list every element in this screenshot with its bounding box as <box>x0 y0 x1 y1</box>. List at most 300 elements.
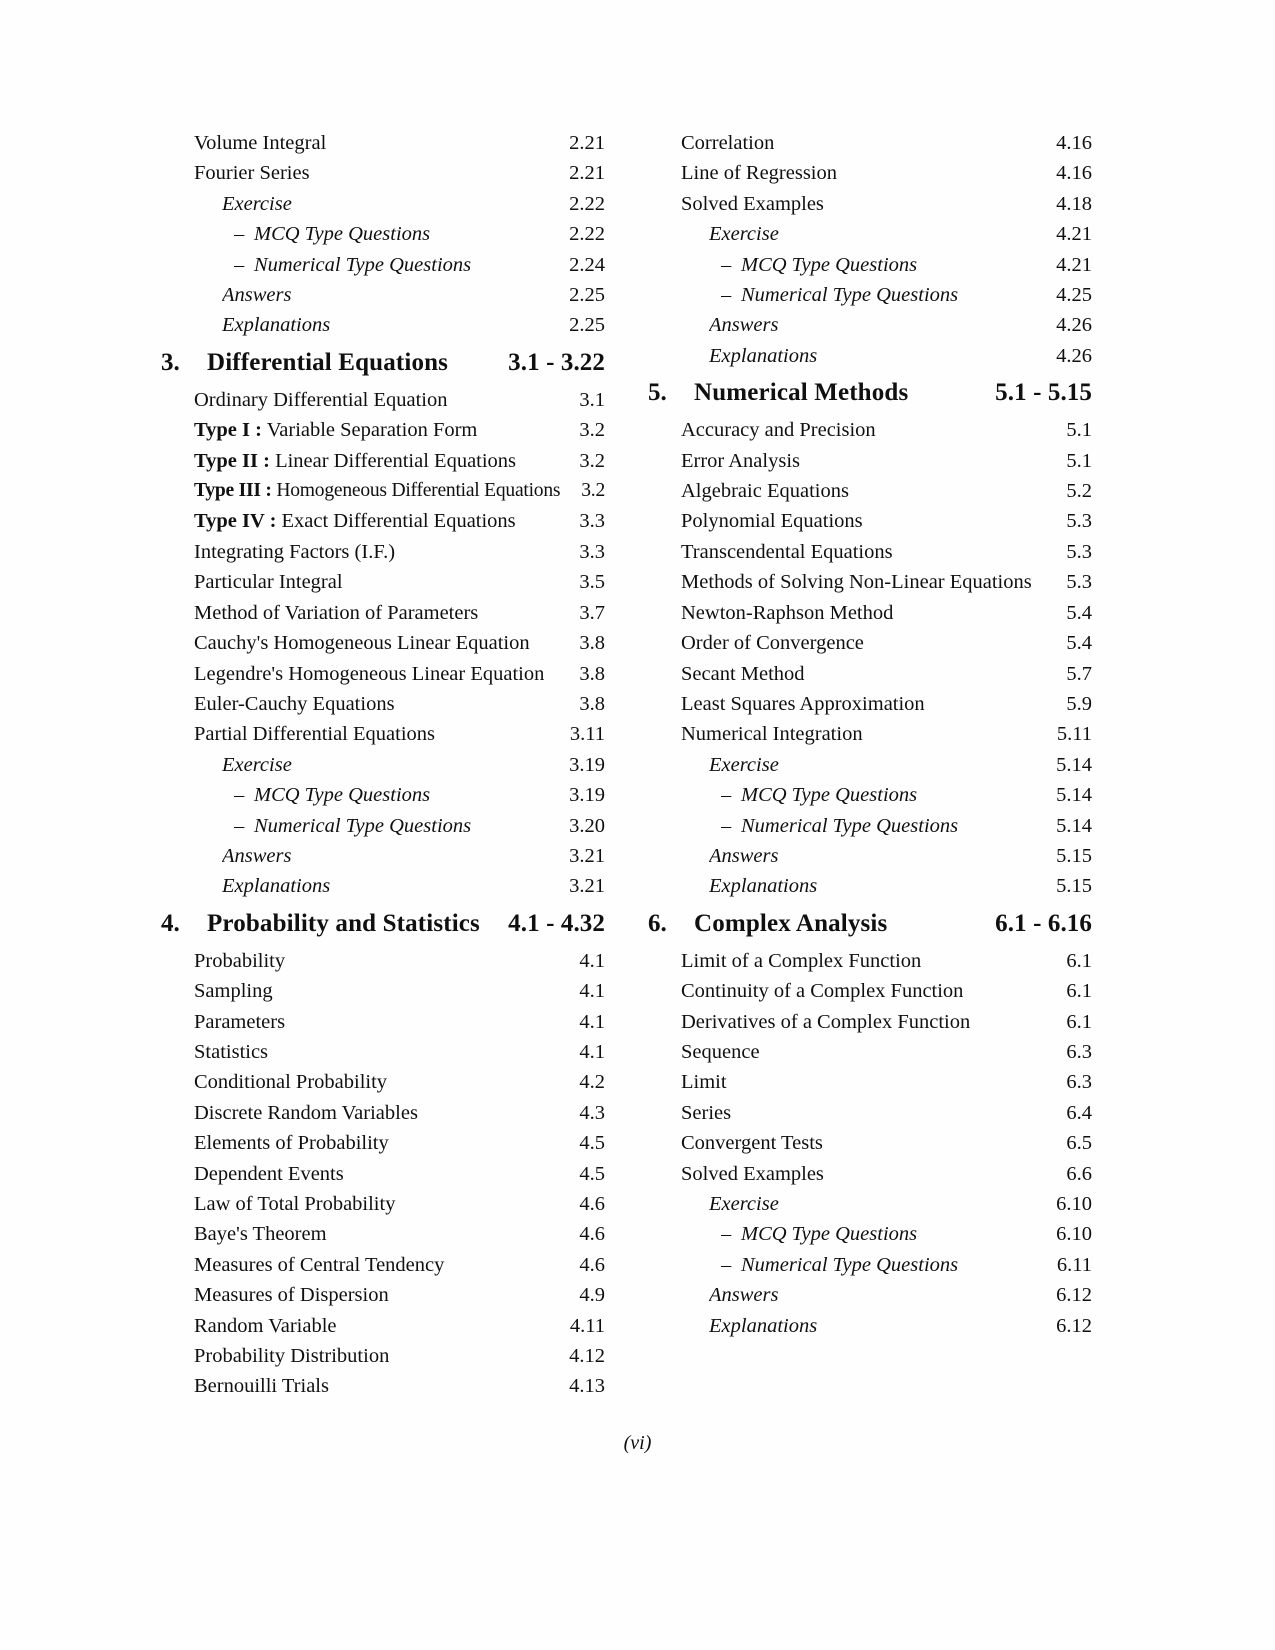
toc-entry[interactable] <box>158 189 605 219</box>
toc-entry-label: Methods of Solving Non-Linear Equations <box>681 571 1032 594</box>
toc-entry-label: Numerical Type Questions <box>254 253 472 276</box>
toc-entry-page: 5.14 <box>1056 814 1092 837</box>
toc-entry[interactable] <box>158 567 605 597</box>
bullet-dash-icon: – <box>234 814 245 837</box>
toc-entry[interactable] <box>158 476 605 506</box>
toc-entry[interactable] <box>158 946 605 976</box>
toc-entry[interactable] <box>158 446 605 476</box>
toc-entry[interactable] <box>645 128 1092 158</box>
toc-entry-page: 4.5 <box>579 1162 605 1185</box>
toc-entry-label: Numerical Type Questions <box>741 814 959 837</box>
toc-entry-label: Answers <box>709 844 779 867</box>
toc-entry-title <box>222 841 553 871</box>
toc-entry[interactable] <box>158 280 605 310</box>
toc-entry-label: Exercise <box>709 1193 779 1215</box>
toc-entry-page: 5.3 <box>1066 571 1092 594</box>
toc-entry-label: Numerical Type Questions <box>254 814 472 837</box>
toc-entry-title <box>194 1189 553 1219</box>
toc-entry[interactable] <box>158 506 605 536</box>
toc-entry-label: Answers <box>222 844 292 867</box>
toc-entry-type-label: Type III : <box>194 480 272 502</box>
toc-entry-title <box>222 310 553 340</box>
toc-entry[interactable] <box>645 811 1092 841</box>
toc-entry-title <box>681 1007 1040 1037</box>
chapter-title: Complex Analysis <box>694 909 888 937</box>
toc-entry-title <box>194 628 553 658</box>
toc-entry-label: Probability Distribution <box>194 1345 390 1368</box>
toc-entry-page: 2.22 <box>569 223 605 246</box>
toc-entry-page: 5.9 <box>1066 692 1092 715</box>
toc-entry[interactable] <box>158 719 605 749</box>
toc-entry-page: 2.24 <box>569 253 605 276</box>
toc-entry-title <box>681 446 1040 476</box>
toc-entry-page: 4.21 <box>1056 253 1092 276</box>
toc-entry[interactable] <box>158 385 605 415</box>
toc-entry-title <box>681 476 1040 506</box>
toc-entry-label: Linear Differential Equations <box>275 449 517 472</box>
toc-entry-title <box>721 250 1040 280</box>
page-number-footer <box>0 1432 1275 1455</box>
toc-entry-page: 6.3 <box>1066 1040 1092 1063</box>
toc-entry[interactable] <box>158 1098 605 1128</box>
toc-entry-page: 6.5 <box>1066 1132 1092 1155</box>
toc-entry-title <box>194 446 553 476</box>
toc-entry[interactable] <box>645 946 1092 976</box>
toc-entry[interactable] <box>645 189 1092 219</box>
toc-entry-title <box>709 1189 1040 1219</box>
toc-entry-page: 5.3 <box>1066 510 1092 533</box>
toc-entry[interactable] <box>645 1098 1092 1128</box>
toc-entry-page: 4.13 <box>569 1375 605 1398</box>
toc-entry-page: 3.3 <box>579 510 605 533</box>
toc-entry-label: Measures of Dispersion <box>194 1284 389 1307</box>
toc-entry-page: 4.18 <box>1056 192 1092 215</box>
toc-entry-title <box>194 1341 553 1371</box>
toc-entry-page: 4.1 <box>579 949 605 972</box>
toc-entry-label: Transcendental Equations <box>681 540 893 563</box>
toc-entry-title <box>194 537 553 567</box>
chapter-heading[interactable] <box>158 902 605 946</box>
toc-entry-page: 4.16 <box>1056 162 1092 185</box>
toc-entry-label: Sequence <box>681 1040 760 1063</box>
toc-entry-page: 5.14 <box>1056 753 1092 776</box>
toc-entry[interactable] <box>158 1219 605 1249</box>
toc-entry-label: Volume Integral <box>194 132 327 154</box>
toc-entry[interactable] <box>158 811 605 841</box>
toc-entry-page: 3.19 <box>569 753 605 776</box>
toc-entry[interactable] <box>645 659 1092 689</box>
toc-entry-type-label: Type I : <box>194 419 262 442</box>
toc-entry-title <box>234 219 553 249</box>
toc-entry[interactable] <box>645 506 1092 536</box>
toc-entry[interactable] <box>645 1037 1092 1067</box>
toc-entry-title <box>194 1280 553 1310</box>
toc-entry[interactable] <box>645 567 1092 597</box>
toc-entry-label: Solved Examples <box>681 192 824 215</box>
toc-entry-label: Answers <box>709 1284 779 1307</box>
toc-entry-label: Numerical Type Questions <box>741 1253 959 1276</box>
toc-entry-title <box>681 1128 1040 1158</box>
bullet-dash-icon: – <box>721 784 732 807</box>
toc-entry-label: Legendre's Homogeneous Linear Equation <box>194 662 545 685</box>
toc-column-right <box>645 128 1092 1341</box>
toc-entry-title <box>194 1007 553 1037</box>
toc-entry-label: Discrete Random Variables <box>194 1101 418 1124</box>
toc-entry-title <box>194 567 553 597</box>
toc-entry-page: 4.1 <box>579 980 605 1003</box>
toc-entry-title <box>222 189 553 219</box>
toc-entry-label: Limit of a Complex Function <box>681 949 922 972</box>
toc-entry-page: 4.5 <box>579 1132 605 1155</box>
toc-entry-title <box>194 946 553 976</box>
toc-entry-title <box>234 811 553 841</box>
toc-entry-label: Correlation <box>681 132 775 154</box>
toc-entry-title <box>194 659 553 689</box>
toc-entry-page: 4.25 <box>1056 284 1092 307</box>
toc-entry-title <box>222 280 553 310</box>
toc-entry-label: Algebraic Equations <box>681 480 849 503</box>
chapter-page-range: 4.1 - 4.32 <box>508 909 605 937</box>
toc-entry-page: 3.11 <box>569 723 605 746</box>
toc-entry[interactable] <box>158 1250 605 1280</box>
toc-entry[interactable] <box>645 280 1092 310</box>
bullet-dash-icon: – <box>234 223 245 246</box>
toc-entry-title <box>709 341 1040 371</box>
chapter-number: 4. <box>161 909 180 937</box>
toc-entry[interactable] <box>645 476 1092 506</box>
toc-entry-label: Solved Examples <box>681 1162 824 1185</box>
toc-entry-label: Numerical Integration <box>681 723 863 746</box>
toc-entry-label: Limit <box>681 1071 727 1094</box>
toc-entry-title <box>194 128 553 158</box>
chapter-title: Probability and Statistics <box>207 909 480 937</box>
chapter-heading[interactable] <box>158 341 605 385</box>
toc-entry-title <box>709 750 1040 780</box>
toc-entry-title <box>194 1067 553 1097</box>
toc-entry-label: Probability <box>194 949 286 972</box>
toc-entry[interactable] <box>158 659 605 689</box>
toc-entry[interactable] <box>158 537 605 567</box>
toc-entry[interactable] <box>158 1311 605 1341</box>
toc-entry-title <box>681 128 1040 158</box>
toc-entry-title <box>709 1311 1040 1341</box>
bullet-dash-icon: – <box>721 814 732 837</box>
toc-entry-page: 4.21 <box>1056 223 1092 246</box>
toc-entry[interactable] <box>645 219 1092 249</box>
toc-entry-page: 3.8 <box>579 632 605 655</box>
toc-entry[interactable] <box>645 871 1092 901</box>
toc-column-left <box>158 128 605 1402</box>
toc-entry-label: Explanations <box>709 1314 818 1337</box>
toc-entry-title <box>194 1311 553 1341</box>
toc-entry[interactable] <box>158 128 605 158</box>
toc-entry-page: 5.4 <box>1066 601 1092 624</box>
page-marker: (vi) <box>623 1432 652 1454</box>
toc-entry-label: Answers <box>709 314 779 337</box>
chapter-heading[interactable] <box>645 902 1092 946</box>
toc-entry-page: 6.1 <box>1066 1010 1092 1033</box>
bullet-dash-icon: – <box>234 253 245 276</box>
toc-entry-title <box>194 385 553 415</box>
toc-entry-title <box>194 719 553 749</box>
toc-entry-page: 3.5 <box>579 571 605 594</box>
bullet-dash-icon: – <box>721 253 732 276</box>
chapter-number: 5. <box>648 379 667 407</box>
toc-entry-page: 4.3 <box>579 1101 605 1124</box>
toc-entry-label: Fourier Series <box>194 162 310 185</box>
toc-entry-label: Exercise <box>222 192 292 215</box>
toc-entry-page: 3.8 <box>579 692 605 715</box>
toc-entry-title <box>234 250 553 280</box>
toc-entry-label: Exercise <box>709 223 779 246</box>
toc-entry[interactable] <box>158 1128 605 1158</box>
toc-entry-page: 5.1 <box>1066 449 1092 472</box>
toc-entry-page: 2.21 <box>569 162 605 185</box>
toc-entry-page: 5.2 <box>1066 480 1092 503</box>
toc-entry[interactable] <box>158 415 605 445</box>
toc-entry[interactable] <box>645 537 1092 567</box>
toc-entry-title <box>681 415 1040 445</box>
toc-entry-label: Variable Separation Form <box>266 419 478 442</box>
toc-entry-label: Particular Integral <box>194 571 343 594</box>
toc-entry-page: 5.7 <box>1066 662 1092 685</box>
toc-entry-title <box>194 598 553 628</box>
toc-entry-label: Exercise <box>222 753 292 776</box>
toc-entry[interactable] <box>158 158 605 188</box>
toc-entry[interactable] <box>158 1189 605 1219</box>
toc-entry-title <box>234 780 553 810</box>
toc-entry-title <box>194 1250 553 1280</box>
toc-entry[interactable] <box>645 1280 1092 1310</box>
toc-entry-label: Random Variable <box>194 1314 337 1337</box>
toc-entry-page: 2.25 <box>569 314 605 337</box>
chapter-heading[interactable] <box>645 371 1092 415</box>
toc-entry-page: 3.7 <box>579 601 605 624</box>
toc-entry[interactable] <box>158 598 605 628</box>
toc-entry[interactable] <box>158 219 605 249</box>
toc-entry[interactable] <box>158 1067 605 1097</box>
toc-entry-type-label: Type IV : <box>194 510 277 533</box>
toc-entry[interactable] <box>158 1159 605 1189</box>
toc-entry[interactable] <box>645 1189 1092 1219</box>
chapter-page-range: 6.1 - 6.16 <box>995 909 1092 937</box>
toc-entry-label: Homogeneous Differential Equations <box>276 480 561 502</box>
toc-entry-label: Statistics <box>194 1040 269 1063</box>
toc-entry[interactable] <box>158 689 605 719</box>
toc-entry-label: Cauchy's Homogeneous Linear Equation <box>194 632 530 655</box>
toc-entry[interactable] <box>158 750 605 780</box>
toc-entry-label: Law of Total Probability <box>194 1193 396 1215</box>
toc-entry-label: MCQ Type Questions <box>254 784 431 807</box>
toc-entry[interactable] <box>645 780 1092 810</box>
toc-entry[interactable] <box>645 1128 1092 1158</box>
toc-entry-label: Numerical Type Questions <box>741 284 959 307</box>
toc-entry-page: 6.3 <box>1066 1071 1092 1094</box>
toc-entry-title <box>709 1280 1040 1310</box>
toc-entry[interactable] <box>645 628 1092 658</box>
toc-entry-title <box>721 780 1040 810</box>
toc-entry[interactable] <box>645 1219 1092 1249</box>
toc-entry-title <box>681 1098 1040 1128</box>
toc-entry-label: Partial Differential Equations <box>194 723 435 746</box>
toc-entry-page: 6.6 <box>1066 1162 1092 1185</box>
toc-entry-page: 3.3 <box>579 540 605 563</box>
toc-entry-label: Line of Regression <box>681 162 837 185</box>
toc-entry[interactable] <box>158 628 605 658</box>
toc-entry[interactable] <box>645 158 1092 188</box>
toc-entry-title <box>194 158 553 188</box>
toc-entry-page: 2.21 <box>569 132 605 154</box>
toc-entry-page: 6.10 <box>1056 1193 1092 1215</box>
toc-entry[interactable] <box>158 1280 605 1310</box>
toc-entry-label: Secant Method <box>681 662 805 685</box>
toc-entry-title <box>721 1250 1040 1280</box>
toc-entry-page: 3.19 <box>569 784 605 807</box>
toc-entry-page: 5.1 <box>1066 419 1092 442</box>
toc-entry-page: 3.1 <box>579 388 605 411</box>
toc-entry-page: 6.10 <box>1056 1223 1092 1246</box>
toc-entry-title <box>681 946 1040 976</box>
toc-entry[interactable] <box>645 719 1092 749</box>
bullet-dash-icon: – <box>234 784 245 807</box>
chapter-title: Differential Equations <box>207 348 449 376</box>
toc-entry[interactable] <box>645 446 1092 476</box>
toc-entry[interactable] <box>645 1250 1092 1280</box>
toc-entry-page: 4.26 <box>1056 344 1092 367</box>
toc-entry[interactable] <box>645 1007 1092 1037</box>
toc-entry[interactable] <box>645 976 1092 1006</box>
toc-entry-title <box>681 158 1040 188</box>
toc-entry-label: Continuity of a Complex Function <box>681 980 964 1003</box>
toc-entry-label: Series <box>681 1101 732 1124</box>
toc-entry[interactable] <box>158 871 605 901</box>
toc-entry-title <box>194 1128 553 1158</box>
toc-entry-label: Ordinary Differential Equation <box>194 388 448 411</box>
toc-entry-label: Accuracy and Precision <box>681 419 876 442</box>
toc-entry-title <box>681 659 1040 689</box>
toc-entry-page: 4.1 <box>579 1010 605 1033</box>
toc-entry-title <box>681 1159 1040 1189</box>
toc-entry-title <box>681 689 1040 719</box>
toc-entry[interactable] <box>645 1067 1092 1097</box>
bullet-dash-icon: – <box>721 284 732 307</box>
toc-entry-page: 5.14 <box>1056 784 1092 807</box>
toc-entry-label: Error Analysis <box>681 449 800 472</box>
toc-entry-page: 3.8 <box>579 662 605 685</box>
toc-entry-page: 6.1 <box>1066 949 1092 972</box>
toc-entry-title <box>194 415 553 445</box>
toc-entry-title <box>721 811 1040 841</box>
toc-entry-title <box>194 1219 553 1249</box>
toc-entry[interactable] <box>645 1159 1092 1189</box>
toc-columns <box>0 128 1275 1402</box>
toc-entry-title <box>194 506 553 536</box>
toc-entry-page: 4.12 <box>569 1345 605 1368</box>
toc-entry-page: 4.26 <box>1056 314 1092 337</box>
toc-entry-page: 3.21 <box>569 844 605 867</box>
toc-entry-title <box>721 280 1040 310</box>
toc-entry[interactable] <box>645 1311 1092 1341</box>
toc-entry-page: 4.6 <box>579 1223 605 1246</box>
toc-entry[interactable] <box>158 780 605 810</box>
toc-entry-label: Explanations <box>709 344 818 367</box>
toc-entry-title <box>681 506 1040 536</box>
toc-entry[interactable] <box>645 750 1092 780</box>
toc-entry-title <box>194 1098 553 1128</box>
toc-entry-page: 2.25 <box>569 284 605 307</box>
toc-entry[interactable] <box>158 1371 605 1401</box>
toc-entry-label: Explanations <box>222 314 331 337</box>
toc-entry-page: 4.6 <box>579 1193 605 1215</box>
toc-entry-label: Exercise <box>709 753 779 776</box>
toc-entry-label: MCQ Type Questions <box>254 223 431 246</box>
toc-entry[interactable] <box>158 976 605 1006</box>
toc-entry-title <box>681 598 1040 628</box>
toc-entry-page: 4.9 <box>579 1284 605 1307</box>
chapter-page-range: 3.1 - 3.22 <box>508 348 605 376</box>
toc-entry-label: MCQ Type Questions <box>741 1223 918 1246</box>
toc-entry-title <box>709 841 1040 871</box>
toc-entry[interactable] <box>158 1341 605 1371</box>
toc-entry[interactable] <box>645 598 1092 628</box>
toc-entry-page: 6.12 <box>1056 1314 1092 1337</box>
toc-entry[interactable] <box>645 689 1092 719</box>
toc-entry-label: Polynomial Equations <box>681 510 863 533</box>
toc-entry-page: 3.2 <box>579 449 605 472</box>
toc-entry-label: Euler-Cauchy Equations <box>194 692 395 715</box>
toc-entry-type-label: Type II : <box>194 449 270 472</box>
toc-entry-label: Explanations <box>709 875 818 898</box>
toc-entry-label: Newton-Raphson Method <box>681 601 894 624</box>
chapter-title: Numerical Methods <box>694 379 909 407</box>
toc-entry-label: Sampling <box>194 980 273 1003</box>
toc-entry-title <box>681 719 1040 749</box>
toc-entry-page: 6.4 <box>1066 1101 1092 1124</box>
toc-entry-label: Least Squares Approximation <box>681 692 925 715</box>
toc-entry-title <box>194 1371 553 1401</box>
toc-entry[interactable] <box>158 310 605 340</box>
toc-entry[interactable] <box>645 841 1092 871</box>
toc-entry-label: Order of Convergence <box>681 632 864 655</box>
toc-entry[interactable] <box>158 250 605 280</box>
toc-entry-label: Exact Differential Equations <box>281 510 516 533</box>
toc-entry[interactable] <box>158 1037 605 1067</box>
chapter-number: 3. <box>161 348 180 376</box>
toc-entry-label: Dependent Events <box>194 1162 344 1185</box>
toc-entry-page: 5.15 <box>1056 844 1092 867</box>
toc-entry-title <box>709 871 1040 901</box>
toc-entry[interactable] <box>158 841 605 871</box>
toc-entry[interactable] <box>645 250 1092 280</box>
toc-entry-title <box>681 567 1040 597</box>
toc-entry-title <box>681 537 1040 567</box>
toc-entry[interactable] <box>645 310 1092 340</box>
toc-entry-title <box>681 628 1040 658</box>
toc-entry-page: 6.1 <box>1066 980 1092 1003</box>
toc-entry-page: 4.16 <box>1056 132 1092 154</box>
toc-entry-title <box>194 689 553 719</box>
toc-entry-title <box>709 219 1040 249</box>
toc-entry[interactable] <box>645 341 1092 371</box>
toc-entry-page: 6.11 <box>1056 1253 1092 1276</box>
toc-entry-title <box>194 476 561 506</box>
toc-entry-page: 4.1 <box>579 1040 605 1063</box>
toc-entry[interactable] <box>158 1007 605 1037</box>
toc-entry-label: Explanations <box>222 875 331 898</box>
toc-entry[interactable] <box>645 415 1092 445</box>
toc-entry-label: MCQ Type Questions <box>741 253 918 276</box>
toc-entry-title <box>681 189 1040 219</box>
